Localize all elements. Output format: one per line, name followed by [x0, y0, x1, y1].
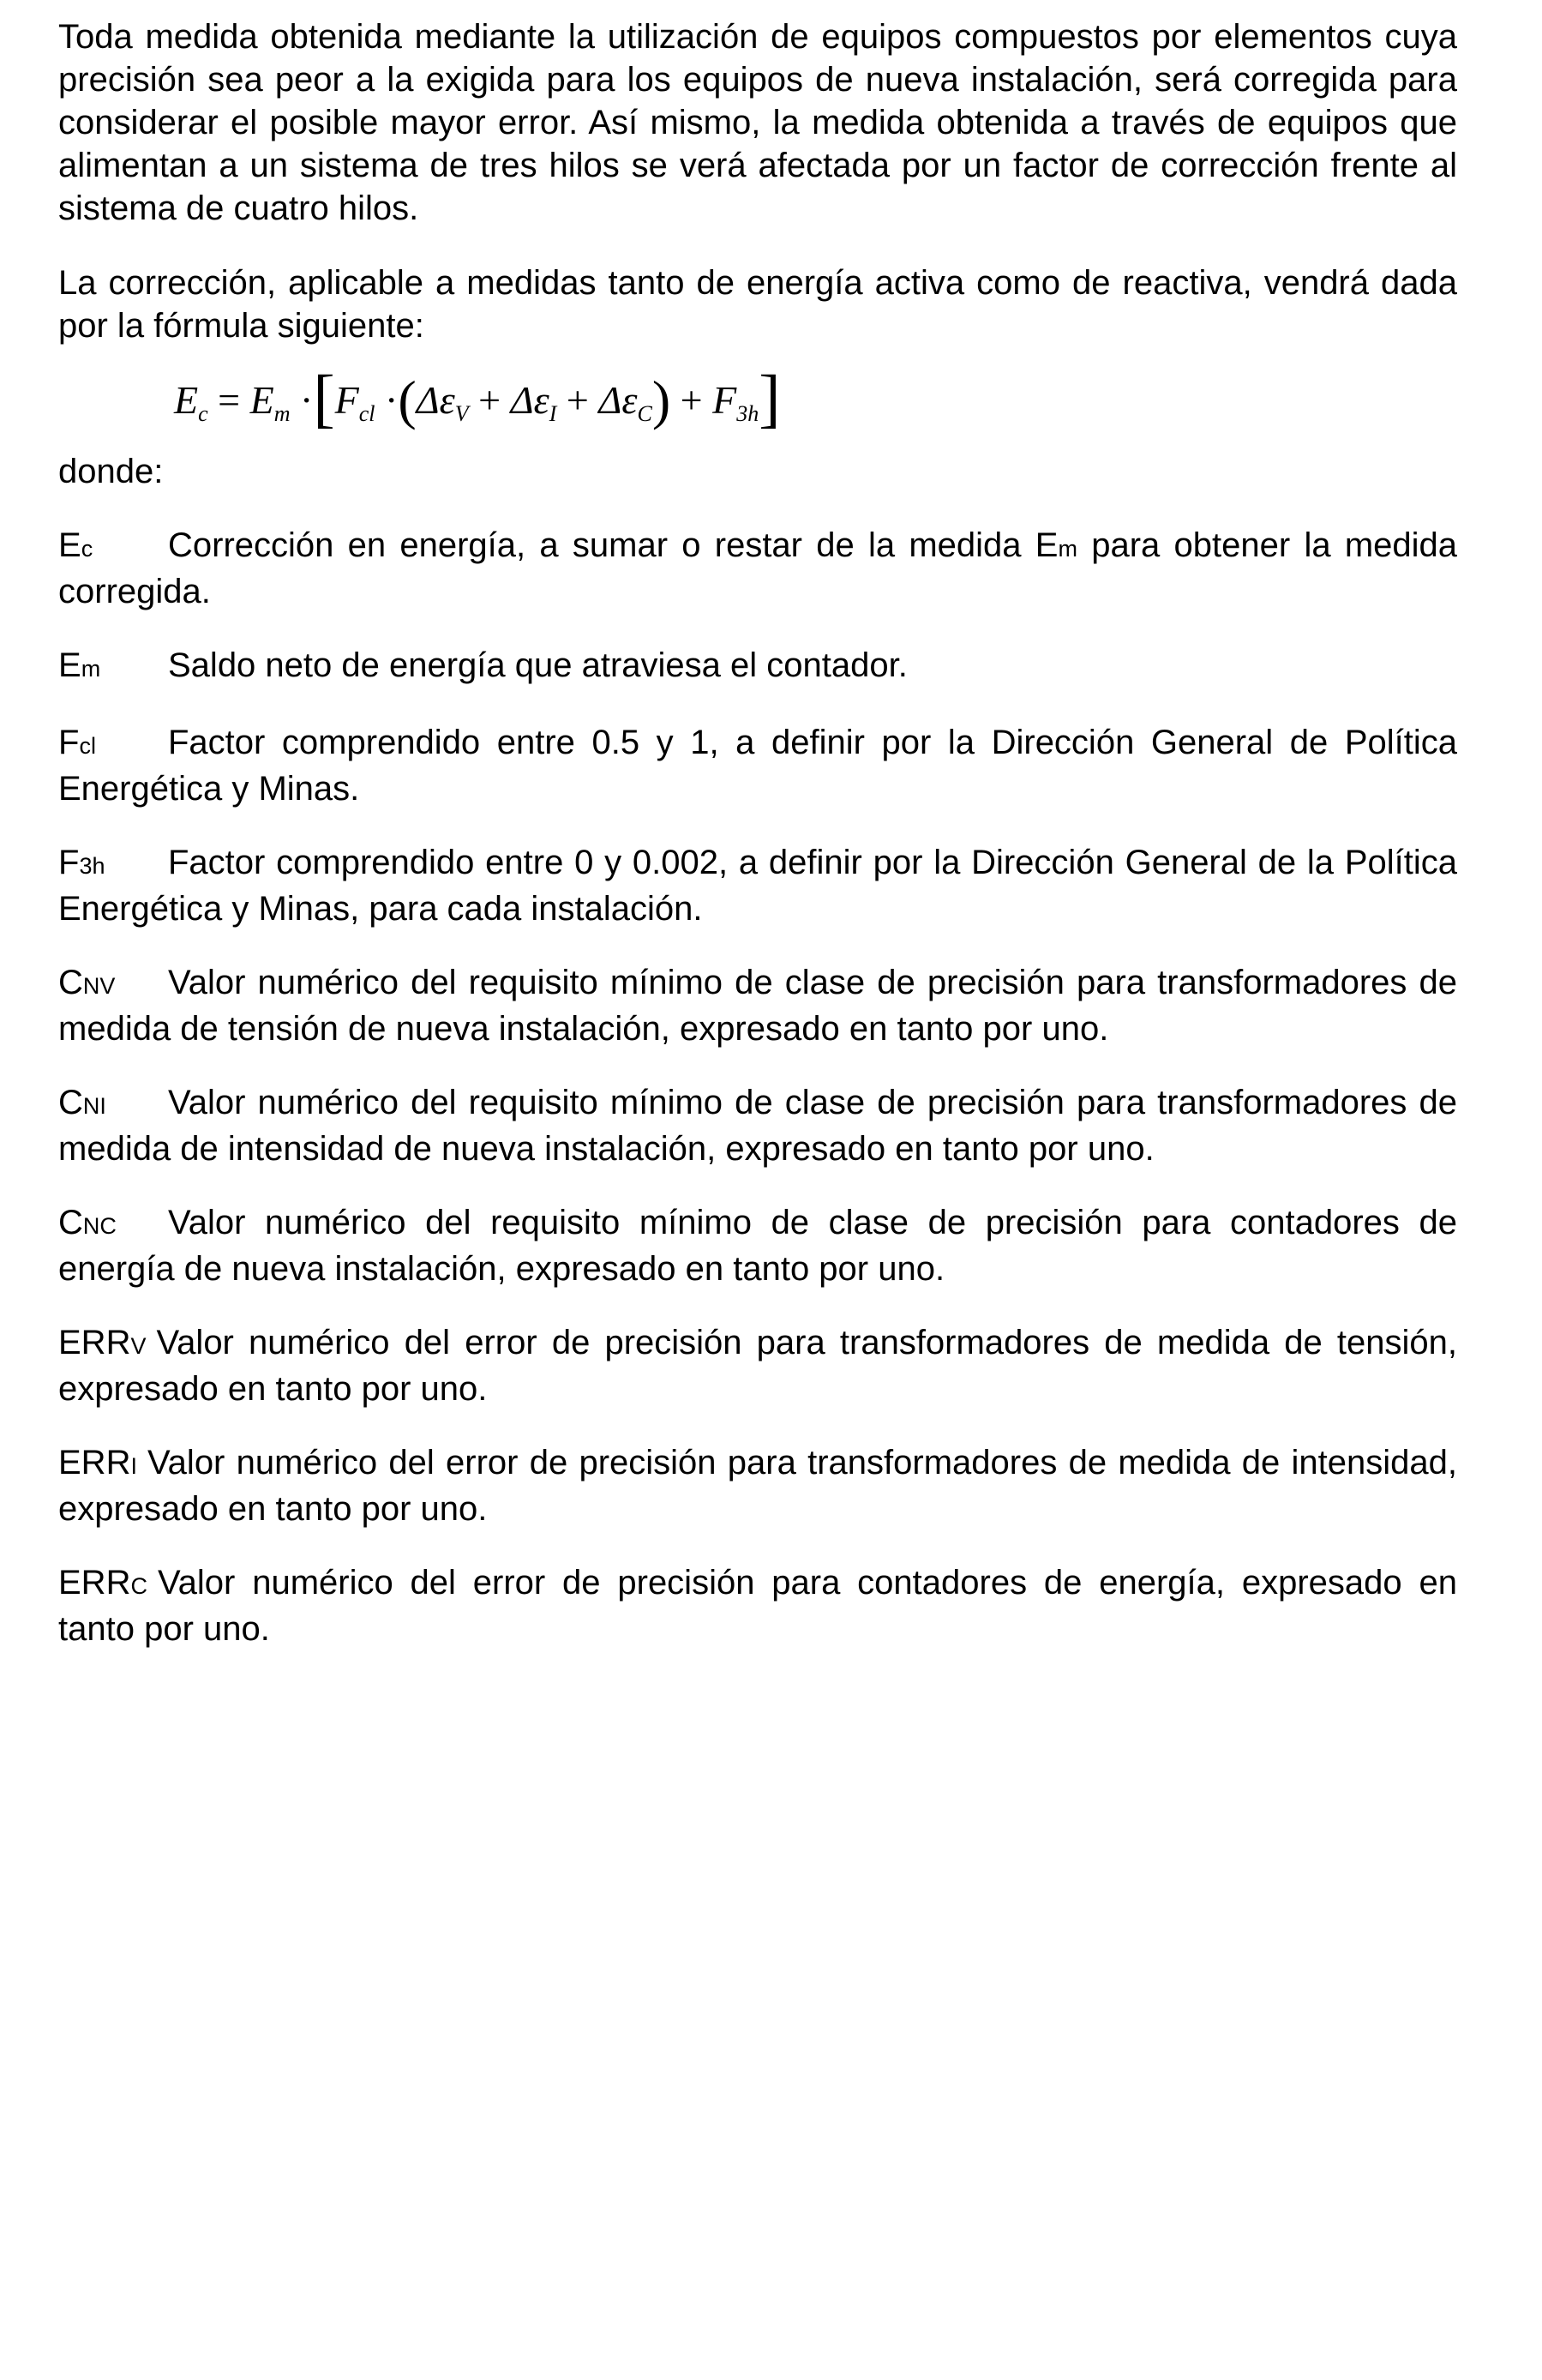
- formula-dot-1: ·: [300, 378, 314, 422]
- definition-symbol: CNC: [58, 1204, 117, 1241]
- definition-symbol: CNV: [58, 964, 116, 1001]
- formula-open-paren: (: [398, 370, 417, 430]
- formula-f3h: $F_{3h}$: [712, 378, 759, 426]
- definition-text: Valor numérico del error de precisión para transformadores de medida de intensidad, expresado en tanto por uno.: [58, 1444, 1457, 1528]
- definition-text: Factor comprendido entre 0.5 y 1, a definir por la Dirección General de Política Energética y Minas.: [58, 724, 1457, 808]
- formula-delta-v: $\Delta\varepsilon_V$: [416, 378, 469, 426]
- definition-errv: [58, 1321, 1457, 1410]
- formula-em: $E_m$: [249, 378, 291, 426]
- definition-em: [58, 644, 1457, 690]
- definition-text: Saldo neto de energía que atraviesa el contador.: [168, 646, 908, 684]
- definition-fcl: [58, 721, 1457, 810]
- formula-close-bracket: ]: [759, 363, 781, 435]
- definition-cnv: [58, 961, 1457, 1050]
- definition-text: Factor comprendido entre 0 y 0.002, a definir por la Dirección General de la Política Energética y Minas, para cada instalación.: [58, 844, 1457, 928]
- intro-paragraph-1: Toda medida obtenida mediante la utilización de equipos compuestos por elementos cuya precisión sea peor a la exigida para los equipos de nueva instalación, será corregida para considerar el posible mayor error. Así mismo, la medida obtenida a través de equipos que alimentan a un sistema de tres hilos se verá afectada por un factor de corrección frente al sistema de cuatro hilos.: [58, 18, 1457, 227]
- intro-paragraph-2: La corrección, aplicable a medidas tanto de energía activa como de reactiva, vendrá dada por la fórmula siguiente:: [58, 264, 1457, 345]
- definition-text: Valor numérico del requisito mínimo de clase de precisión para contadores de energía de nueva instalación, expresado en tanto por uno.: [58, 1204, 1457, 1288]
- formula-equals: =: [218, 378, 241, 422]
- formula-fcl: $F_{cl}$: [334, 378, 375, 426]
- formula-open-bracket: [: [313, 363, 335, 435]
- definition-text: Valor numérico del error de precisión para transformadores de medida de tensión, expresado en tanto por uno.: [58, 1324, 1457, 1408]
- definition-text: Corrección en energía, a sumar o restar de la medida Em para obtener la medida corregida.: [58, 526, 1458, 610]
- definition-erri: [58, 1441, 1457, 1530]
- formula-delta-i: $\Delta\varepsilon_I$: [510, 378, 557, 426]
- definition-cnc: [58, 1201, 1457, 1290]
- formula-plus-1: +: [478, 378, 501, 422]
- definition-symbol: Em: [58, 646, 101, 684]
- formula-dot-2: ·: [385, 378, 399, 422]
- definition-symbol: Fcl: [58, 724, 96, 761]
- definition-symbol: CNI: [58, 1084, 106, 1121]
- formula-close-paren: ): [651, 370, 671, 430]
- definition-cni: [58, 1081, 1457, 1170]
- formula-ec: $E_c$: [174, 378, 208, 426]
- definition-f3h: [58, 841, 1457, 930]
- formula-delta-c: $\Delta\varepsilon_C$: [598, 378, 652, 426]
- definition-text: Valor numérico del requisito mínimo de clase de precisión para transformadores de medida de intensidad de nueva instalación, expresado en tanto por uno.: [58, 1084, 1457, 1168]
- correction-formula: [174, 364, 1457, 433]
- definition-symbol: ERRI: [58, 1444, 137, 1481]
- definition-text: Valor numérico del error de precisión para contadores de energía, expresado en tanto por uno.: [58, 1564, 1457, 1648]
- definition-ec: [58, 524, 1457, 613]
- definition-symbol: F3h: [58, 844, 105, 881]
- definition-text: Valor numérico del requisito mínimo de clase de precisión para transformadores de medida de tensión de nueva instalación, expresado en tanto por uno.: [58, 964, 1457, 1048]
- definition-errc: [58, 1561, 1457, 1650]
- definition-symbol: ERRC: [58, 1564, 147, 1602]
- definition-symbol: Ec: [58, 526, 93, 564]
- donde-label: donde:: [58, 453, 164, 490]
- formula-plus-2: +: [566, 378, 589, 422]
- definition-symbol: ERRV: [58, 1324, 147, 1361]
- formula-plus-3: +: [680, 378, 703, 422]
